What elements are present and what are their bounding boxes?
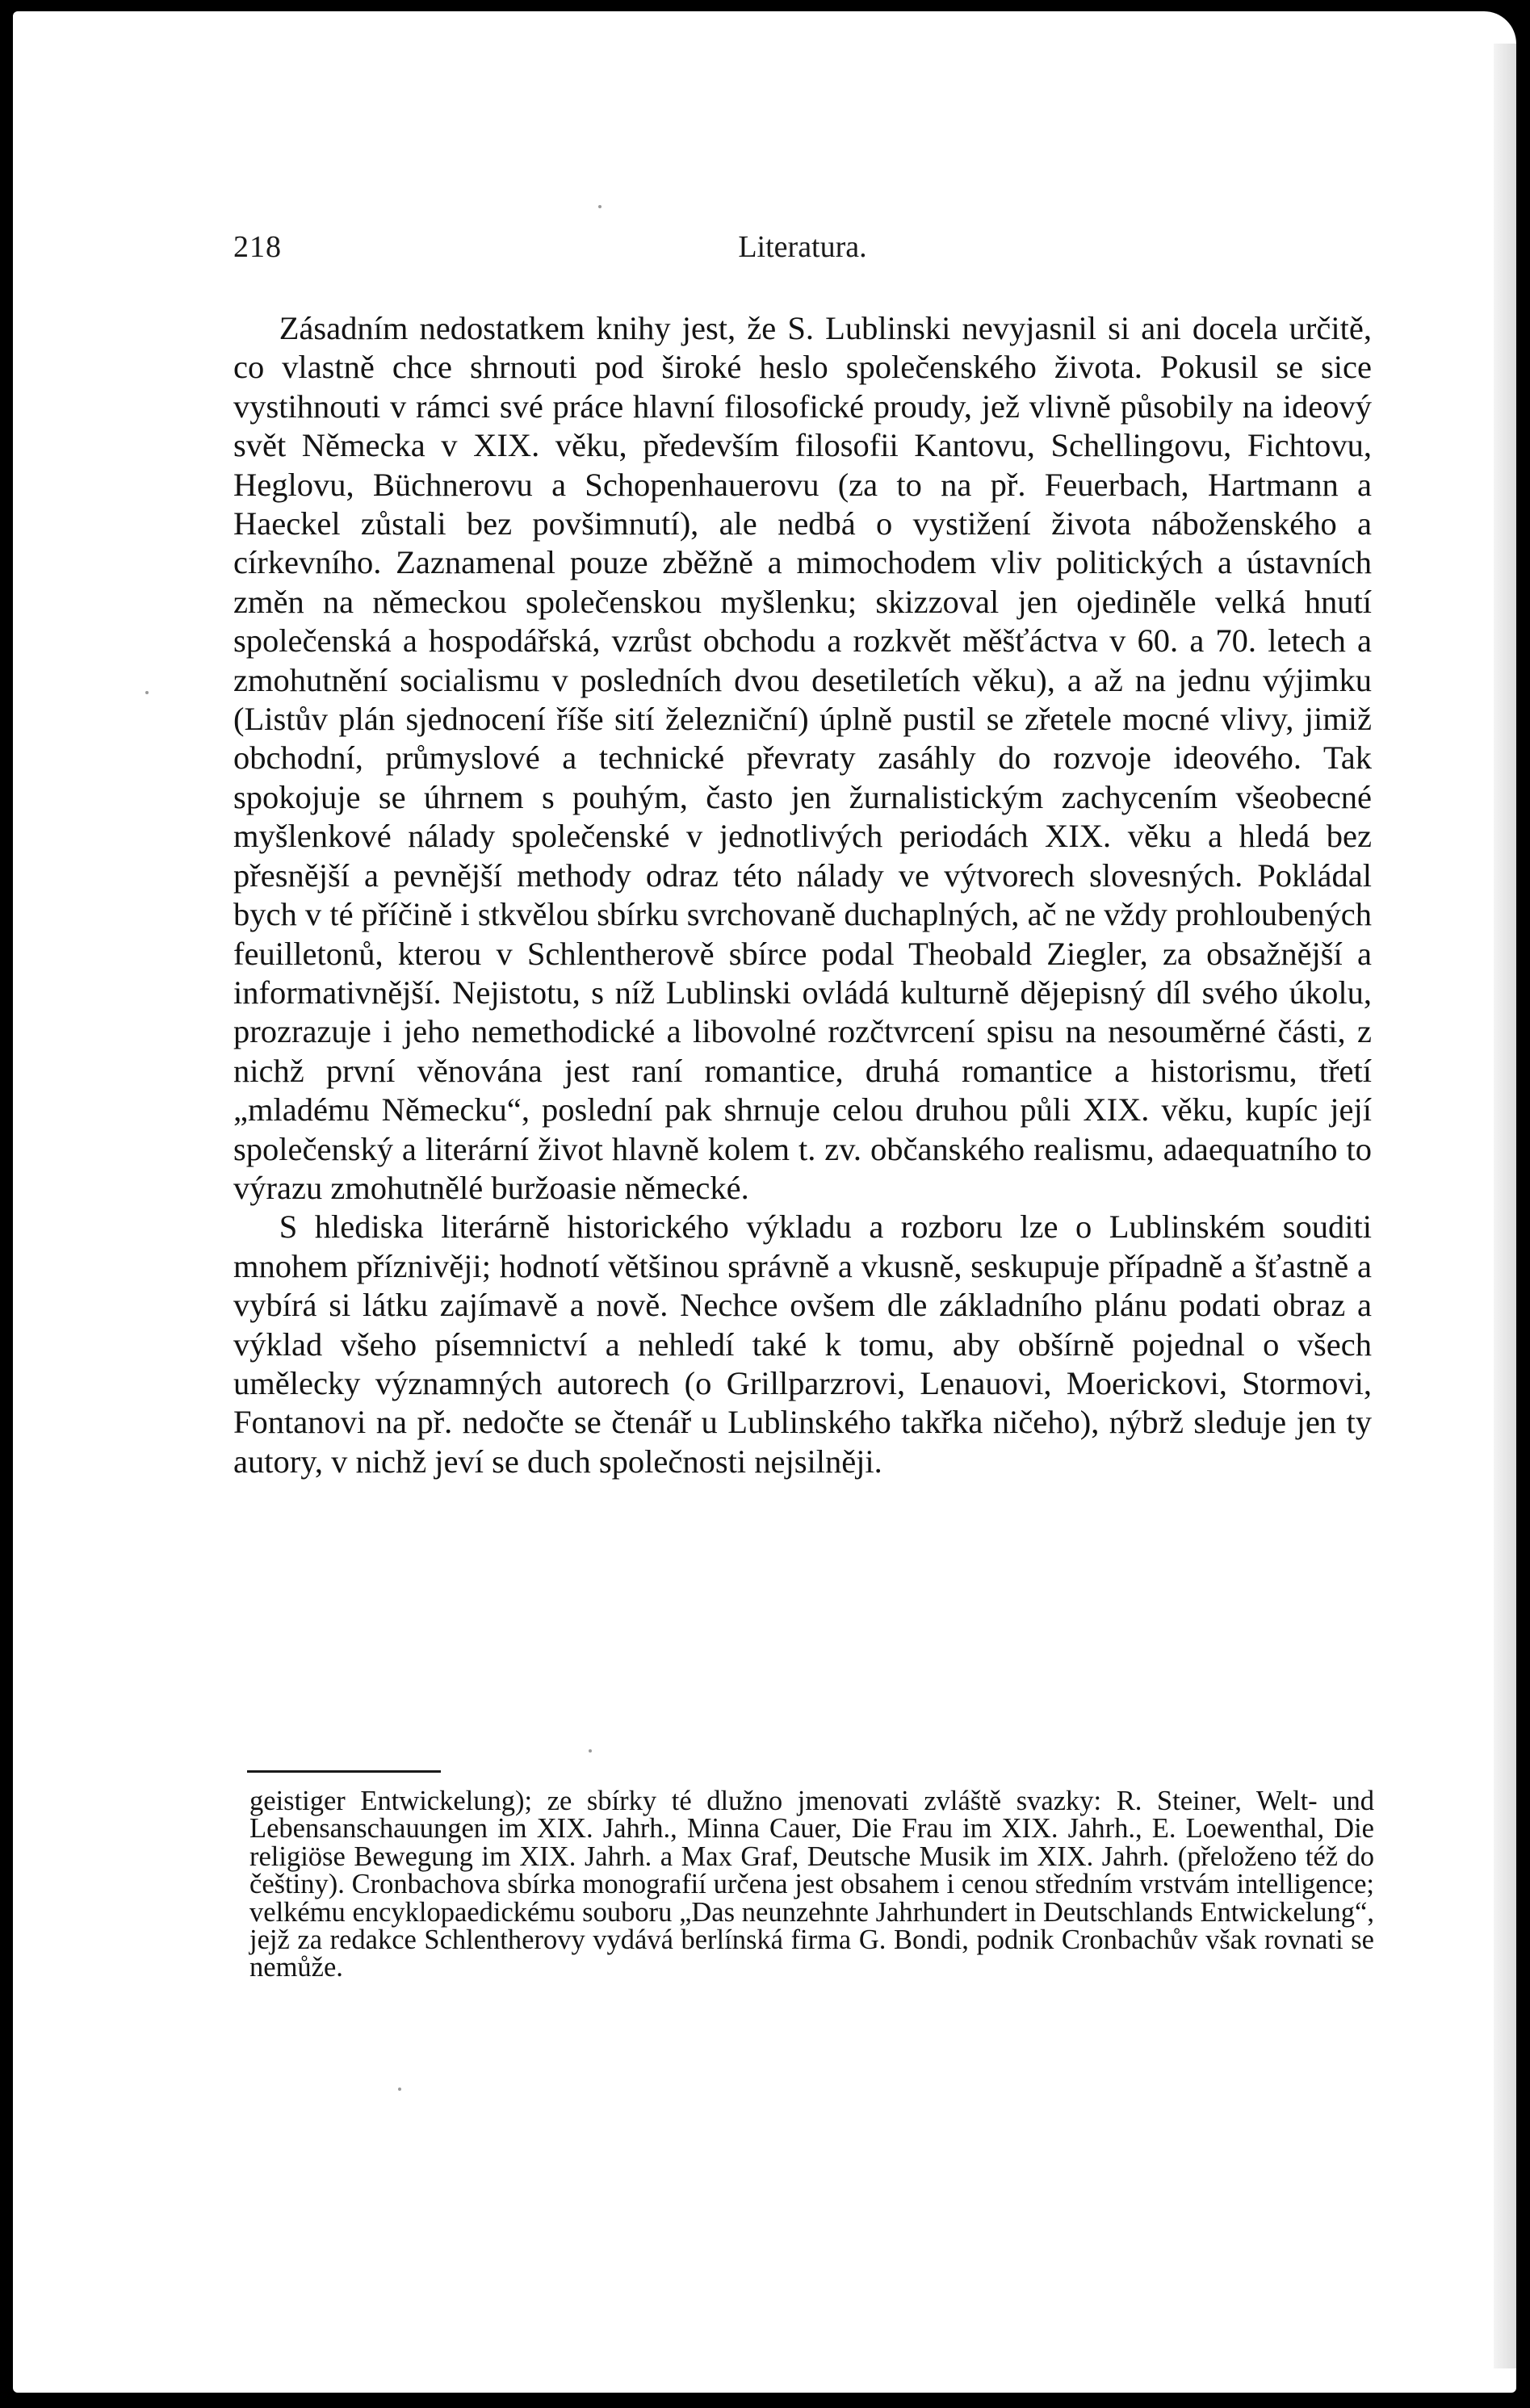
scan-speck <box>398 2088 401 2091</box>
main-text <box>233 309 1372 1481</box>
footnote: geistiger Entwickelung); ze sbírky té dlužno jmenovati zvláště svazky: R. Steiner, Welt- und Lebensanschauungen im XIX. Jahrh., Minna Cauer, Die Frau im XIX. Jahrh., E. Loewenthal, Die religiöse Bewegung im XIX. Jahrh. a Max Graf, Deutsche Musik im XIX. Jahrh. (přeloženo též do češtiny). Cronbachova sbírka monografií určena jest obsahem i cenou středním vrstvám intelligence; velkému encyklopaedickému souboru „Das neunzehnte Jahrhundert in Deutschlands Entwickelung“, jejž za redakce Schlentherovy vydává berlínská firma G. Bondi, podnik Cronbachův však rovnati se nemůže. <box>249 1786 1374 1983</box>
scan-speck <box>145 691 149 694</box>
page-edge-shadow <box>1494 44 1516 2368</box>
paragraph: S hlediska literárně historického výkladu a rozboru lze o Lublinském souditi mnohem příznivěji; hodnotí většinou správně a vkusně, seskupuje případně a šťastně a vybírá si látku zajímavě a nově. Nechce ovšem dle základního plánu podati obraz a výklad všeho písemnictví a nehledí také k tomu, aby obšírně pojednal o všech umělecky významných autorech (o Grillparzrovi, Lenauovi, Moerickovi, Stormovi, Fontanovi na př. nedočte se čtenář u Lublinského takřka ničeho), nýbrž sleduje jen ty autory, v nichž jeví se duch společnosti nejsilněji. <box>233 1208 1372 1480</box>
running-title: Literatura. <box>738 230 867 264</box>
page-number: 218 <box>233 230 282 264</box>
running-header <box>233 229 1372 270</box>
book-page <box>13 11 1516 2393</box>
footnote-separator <box>247 1770 441 1773</box>
paragraph: Zásadním nedostatkem knihy jest, že S. Lublinski nevyjasnil si ani docela určitě, co vlastně chce shrnouti pod široké heslo společenského života. Pokusil se sice vystihnouti v rámci své práce hlavní filosofické proudy, jež vlivně působily na ideový svět Německa v XIX. věku, především filosofii Kantovu, Schellingovu, Fichtovu, Heglovu, Büchnerovu a Schopenhauerovu (za to na př. Feuerbach, Hartmann a Haeckel zůstali bez povšimnutí), ale nedbá o vystižení života náboženského a církevního. Zaznamenal pouze zběžně a mimochodem vliv politických a ústavních změn na německou společenskou myšlenku; skizzoval jen ojediněle velká hnutí společenská a hospodářská, vzrůst obchodu a rozkvět měšťáctva v 60. a 70. letech a zmohutnění socialismu v posledních dvou desetiletích věku), a až na jednu výjimku (Listův plán sjednocení říše sití železniční) úplně pustil se zřetele mocné vlivy, jimiž obchodní, průmyslové a technické převraty zasáhly do rozvoje ideového. Tak spokojuje se úhrnem s pouhým, často jen žurnalistickým zachycením všeobecné myšlenkové nálady společenské v jednotlivých periodách XIX. věku a hledá bez přesnější a pevnější methody odraz této nálady ve výtvorech slovesných. Pokládal bych v té příčině i stkvělou sbírku svrchovaně duchaplných, ač ne vždy prohloubených feuilletonů, kterou v Schlentherově sbírce podal Theobald Ziegler, za obsažnější a informativnější. Nejistotu, s níž Lublinski ovládá kulturně dějepisný díl svého úkolu, prozrazuje i jeho nemethodické a libovolné rozčtvrcení spisu na nesouměrné části, z nichž první věnována jest raní romantice, druhá romantice a historismu, třetí „mladému Německu“, poslední pak shrnuje celou druhou půli XIX. věku, kupíc její společenský a literární život hlavně kolem t. zv. občanského realismu, adaequatního to výrazu zmohutnělé buržoasie německé. <box>233 310 1372 1206</box>
scan-speck <box>598 205 602 208</box>
scan-speck <box>589 1749 592 1753</box>
